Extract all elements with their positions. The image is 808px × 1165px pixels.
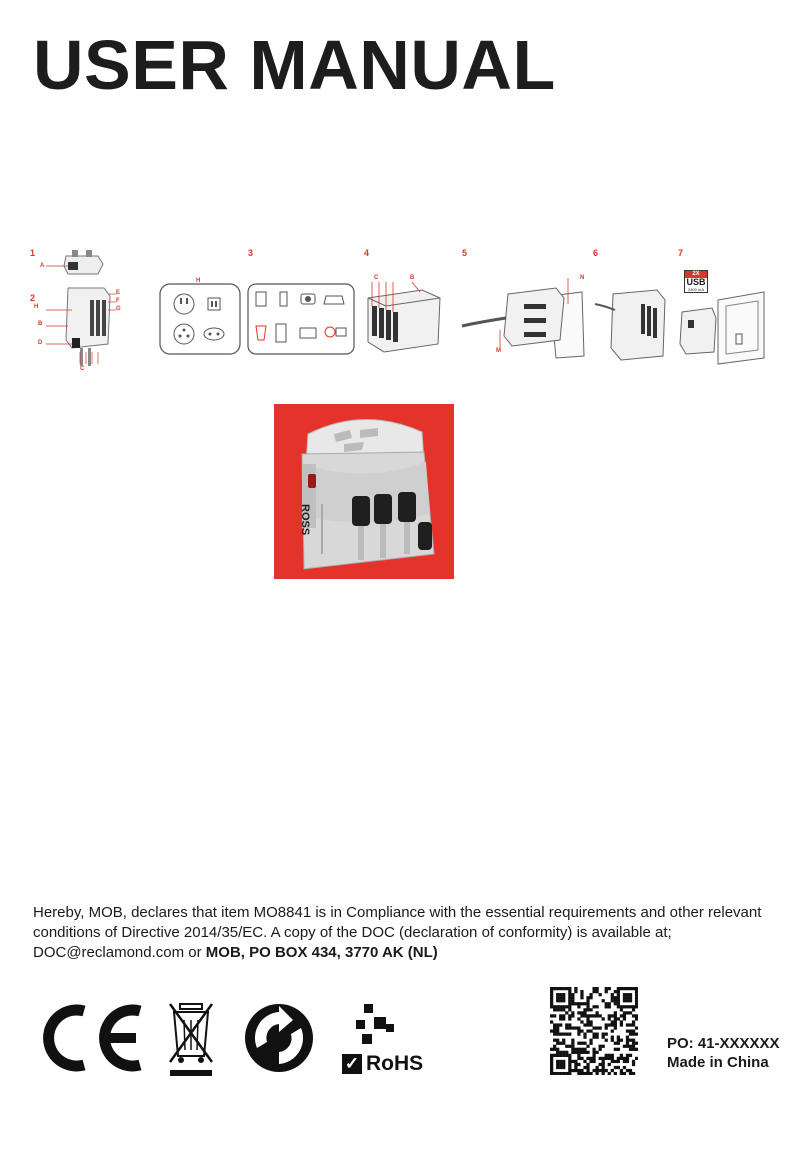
label-a: A [40,263,45,269]
devices-icon [246,248,356,356]
step-number-1: 1 [30,248,36,258]
usb-badge-top: 2X [685,271,707,278]
step-6 [591,248,671,368]
label-f: F [116,298,120,304]
po-number: PO: 41-XXXXXX [667,1035,780,1052]
instruction-diagrams [28,248,768,373]
po-block [667,1034,780,1072]
product-photo [274,404,454,579]
step-number-7: 7 [678,248,684,258]
rohs-check-icon: ✓ [342,1054,362,1074]
rohs-label: RoHS [366,1052,424,1075]
adapter-step6-icon [591,248,671,368]
travel-adapter-photo-icon [274,404,454,579]
green-dot-icon [243,1002,315,1074]
step-7 [676,248,768,368]
step-1-2 [28,248,123,373]
label-d: D [38,340,43,346]
step-5 [460,248,588,368]
qr-code-icon [550,987,638,1075]
label-b-step4: B [410,275,415,281]
weee-bin-icon [166,1000,216,1078]
brand-label: ROSS [299,504,311,536]
declaration-text [33,903,775,963]
label-c-step4: C [374,275,379,281]
usb-badge-main: USB [686,277,706,287]
adapter-step4-icon [362,248,452,356]
label-b: B [38,321,43,327]
usb-badge-sub: 2400 mA [687,287,704,292]
step-number-2: 2 [30,293,36,303]
rohs-dots-icon [356,1004,396,1044]
label-n: N [580,275,585,281]
wall-socket-icon [676,248,768,368]
label-e: E [116,290,121,296]
declaration-address: MOB, PO BOX 434, 3770 AK (NL) [205,944,438,961]
step-number-6: 6 [593,248,599,258]
adapter-exploded-icon [28,248,123,373]
socket-panel-icon [158,248,243,356]
label-h-left: H [34,304,39,310]
rohs-mark [342,1004,438,1078]
ce-mark-icon [36,1003,148,1073]
declaration-body: Hereby, MOB, declares that item MO8841 is in Compliance with the essential requirements and other relevant conditions of Directive 2014/35/EC. A copy of the DOC (declaration of conformity) is available at; DOC@reclamond.com or [33,904,762,961]
label-c: C [80,366,85,372]
socket-panel [158,248,243,356]
made-in: Made in China [667,1054,769,1071]
step-number-4: 4 [364,248,370,258]
label-g: G [116,306,121,312]
label-h-panel: H [196,278,201,284]
label-m: M [496,348,501,354]
step-number-5: 5 [462,248,468,258]
step-3 [246,248,356,356]
step-number-3: 3 [248,248,254,258]
step-4 [362,248,452,356]
page-title: USER MANUAL [33,26,556,104]
adapter-step5-icon [460,248,588,368]
